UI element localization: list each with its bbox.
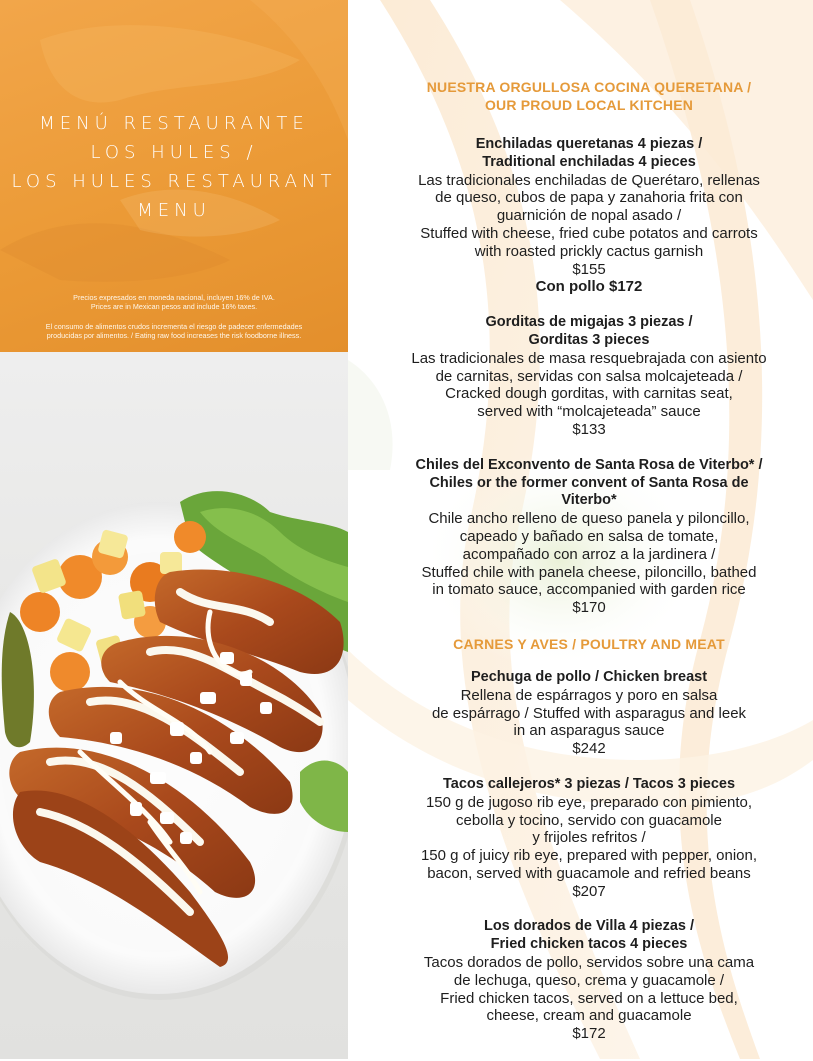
dish-description-line: cebolla y tocino, servido con guacamole bbox=[456, 811, 722, 829]
dish-name-line: Tacos callejeros* 3 piezas / Tacos 3 pieces bbox=[442, 775, 736, 792]
dish-name bbox=[384, 669, 794, 687]
section-title-line: CARNES Y AVES / POULTRY AND MEAT bbox=[453, 635, 725, 652]
dish-name-line: Chiles del Exconvento de Santa Rosa de Viterbo* / bbox=[415, 456, 763, 473]
dish-description-line: in an asparagus sauce bbox=[513, 722, 665, 740]
dish-description-line: guarnición de nopal asado / bbox=[496, 207, 682, 225]
dish-description-line: Las tradicionales enchiladas de Querétaro, rellenas bbox=[418, 171, 760, 189]
dish-description-line: Las tradicionales de masa resquebrajada con asiento bbox=[411, 349, 767, 367]
dish-description-line: Chile ancho relleno de queso panela y piloncillo, bbox=[428, 510, 750, 528]
section-title-line: NUESTRA ORGULLOSA COCINA QUERETANA / bbox=[426, 79, 752, 95]
dish-name bbox=[384, 457, 794, 510]
dish-price: $133 bbox=[572, 420, 606, 438]
dish-description-line: capeado y bañado en salsa de tomate, bbox=[459, 527, 719, 545]
food-photo bbox=[0, 352, 348, 1059]
dish-description-line: bacon, served with guacamole and refried beans bbox=[427, 864, 751, 882]
dish-extra-price: Con pollo $172 bbox=[535, 278, 643, 296]
dish-description-line: Stuffed with cheese, fried cube potatos and carrots bbox=[420, 224, 758, 242]
menu-column bbox=[384, 78, 794, 1061]
dish-description-line: 150 g de jugoso rib eye, preparado con pimiento, bbox=[425, 793, 753, 811]
restaurant-title bbox=[0, 109, 348, 225]
dish-dorados-de-villa bbox=[384, 918, 794, 1043]
dish-description bbox=[384, 687, 794, 740]
dish-description-line: cheese, cream and guacamole bbox=[486, 1007, 692, 1025]
price-notice-line: Prices are in Mexican pesos and include 16% taxes. bbox=[90, 302, 258, 311]
dish-name-line: Enchiladas queretanas 4 piezas / bbox=[475, 136, 703, 152]
title-line: MENU bbox=[137, 200, 211, 221]
dish-name bbox=[384, 918, 794, 954]
dish-name-line: Gorditas 3 pieces bbox=[528, 331, 650, 348]
dish-description-line: y frijoles refritos / bbox=[532, 829, 646, 847]
dish-description-line: de carnitas, servidas con salsa molcajeteada / bbox=[435, 367, 743, 385]
dish-description-line: Stuffed chile with panela cheese, piloncillo, bathed bbox=[421, 563, 757, 581]
section-title-line: OUR PROUD LOCAL KITCHEN bbox=[484, 97, 694, 113]
price-notice bbox=[10, 293, 338, 311]
dish-description bbox=[384, 510, 794, 599]
dish-description-line: in tomato sauce, accompanied with garden rice bbox=[432, 581, 746, 599]
dish-description-line: with roasted prickly cactus garnish bbox=[474, 242, 704, 260]
dish-name bbox=[384, 136, 794, 172]
dish-name-line: Chiles or the former convent of Santa Rosa de bbox=[429, 474, 749, 491]
dish-description-line: de lechuga, queso, crema y guacamole / bbox=[453, 971, 725, 989]
section-title-poultry-meat bbox=[384, 635, 794, 653]
dish-description bbox=[384, 350, 794, 421]
price-notice-line: Precios expresados en moneda nacional, incluyen 16% de IVA. bbox=[73, 293, 275, 302]
dish-name-line: Viterbo* bbox=[561, 492, 617, 509]
dish-name-line: Los dorados de Villa 4 piezas / bbox=[483, 918, 695, 935]
dish-name-line: Gorditas de migajas 3 piezas / bbox=[485, 314, 693, 331]
dish-description-line: 150 g of juicy rib eye, prepared with pepper, onion, bbox=[420, 847, 758, 865]
dish-description-line: Fried chicken tacos, served on a lettuce bed, bbox=[440, 989, 738, 1007]
dish-price: $242 bbox=[572, 740, 606, 758]
title-line: LOS HULES RESTAURANT bbox=[11, 171, 337, 192]
raw-food-notice-line: El consumo de alimentos crudos incrementa el riesgo de padecer enfermedades bbox=[45, 322, 303, 331]
dish-description-line: de espárrago / Stuffed with asparagus and leek bbox=[431, 704, 747, 722]
dish-description-line: Cracked dough gorditas, with carnitas seat, bbox=[445, 385, 733, 403]
title-line: LOS HULES / bbox=[90, 142, 258, 163]
dish-name-line: Fried chicken tacos 4 pieces bbox=[490, 936, 688, 953]
dish-tacos-callejeros bbox=[384, 776, 794, 901]
dish-description-line: de queso, cubos de papa y zanahoria frita con bbox=[435, 189, 743, 207]
dish-price: $172 bbox=[572, 1025, 606, 1043]
header-panel bbox=[0, 0, 348, 352]
dish-description bbox=[384, 794, 794, 883]
dish-description-line: Rellena de espárragos y poro en salsa bbox=[460, 686, 718, 704]
dish-name-line: Pechuga de pollo / Chicken breast bbox=[470, 668, 708, 685]
dish-description-line: acompañado con arroz a la jardinera / bbox=[462, 545, 716, 563]
dish-name-line: Traditional enchiladas 4 pieces bbox=[482, 153, 696, 170]
dish-description bbox=[384, 172, 794, 261]
dish-name bbox=[384, 776, 794, 794]
dish-chiles-exconvento bbox=[384, 457, 794, 617]
dish-pechuga-de-pollo bbox=[384, 669, 794, 758]
dish-price: $170 bbox=[572, 599, 606, 617]
dish-description-line: Tacos dorados de pollo, servidos sobre una cama bbox=[423, 954, 755, 972]
title-line: MENÚ RESTAURANTE bbox=[39, 113, 309, 134]
dish-enchiladas-queretanas bbox=[384, 136, 794, 296]
dish-price: $155 bbox=[572, 260, 606, 278]
dish-description-line: served with “molcajeteada” sauce bbox=[477, 403, 701, 421]
dish-price: $207 bbox=[572, 882, 606, 900]
section-title-local-kitchen bbox=[384, 78, 794, 114]
dish-name bbox=[384, 314, 794, 350]
raw-food-notice-line: producidas por alimentos. / Eating raw food increases the risk foodborne illness. bbox=[46, 331, 302, 340]
raw-food-notice bbox=[10, 322, 338, 340]
dish-gorditas-de-migajas bbox=[384, 314, 794, 439]
dish-description bbox=[384, 954, 794, 1025]
enchiladas-plate-image bbox=[0, 352, 348, 1059]
